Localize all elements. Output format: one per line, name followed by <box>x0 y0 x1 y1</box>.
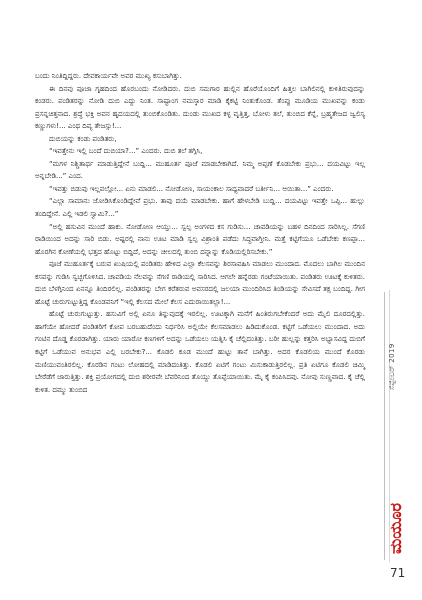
paragraph-7: “ಎಲ್ಲಾ ಸಾಮಾನು ಜೋಡಿಸಿಕೊಂಡಿದ್ದೇವೆ ಪ್ರಭು. ತಾವು ದಯೆ ಮಾಡಬೇಕು. ಹಾಗೆ ಹೇಳಬೇಡಿ ಬುದ್ದಿ... ದಯವಿಟ್ಟು ಇವತ್ತೇ ಒಪ್ಪಿ... ಹುಲ್ಲು ತಂದಿದ್ದೇನೆ. ಎಲ್ಲಿ ಇಡಲಿ ಸ್ವಾಮಿ?...” <box>35 196 365 219</box>
issue-date: ಸೆಪ್ಟೆಂಬರ್ 2019 <box>388 343 396 390</box>
article-text-column <box>35 70 365 396</box>
paragraph-9: ಪೂಜೆ ಮುಹೂರ್ತಕ್ಕೆ ಬರುವ ಖುಷಿಯಲ್ಲಿ ಪಂಡಿತರು ಹೇಳಿದ ಎಲ್ಲಾ ಕೆಲಸವನ್ನು ಶಿರಸಾವಹಿಸಿ ಮಾಡಲು ಮುಂದಾದ. ಮೊದಲು ಬಾಗಿಲ ಮುಂದಿನ ಕಸವನ್ನು ಗುಡಿಸಿ ಸ್ವಚ್ಛಗೊಳಿಸಿದ. ಚಾವಡಿಯ ನೆಲವನ್ನು ಸೆಗಣಿ ರಾಡಿಯಲ್ಲಿ ಸಾರಿಸಿದ. ಆಗಲೇ ಹನ್ನೆರಡು ಗಂಟೆಯಾಯಿತು. ಪಂಡಿತರು ಊಟಕ್ಕೆ ಕುಳಿತರು. ದುಬಿ ಬೆಳಗ್ಗಿನಿಂದ ಏನನ್ನೂ ತಿಂದಿರಲಿಲ್ಲ. ಪಂಡಿತರನ್ನು ಬೇಗ ಕರೆತರುವ ಅವಸರದಲ್ಲಿ ಜಲಯಾ ಮುಂದಿರಿಸಿದ ತಿಂಡಿಯನ್ನು ಸೇವಿಸದೆ ತಕ್ಷ ಬಂದಿದ್ದ. ಗೀಗ ಹೊಟ್ಟೆ ಚುರುಗುಟ್ಟುತ್ತಿದ್ದ ಕೊಂಡವನಿಗೆ “ಇಲ್ಲಿ ಕೆಲಸದ ಮೇಲೆ ಕೆಲಸ ಎದುರಾಯಿತಲ್ಲಾ!... <box>35 259 365 306</box>
paragraph-5: “ಮಗಳ ನಿಶ್ಚಿತಾರ್ಥ ಮಾಡುತ್ತಿದ್ದೇನೆ ಬುದ್ದಿ... ಮುಹೂರ್ತ ಪೂಜೆ ಮಾಡಬೇಕಾಗಿದೆ. ನಿಮ್ಮ ಅಪ್ಪಣೆ ಕೊಡಬೇಕು ಪ್ರಭು... ದಯವಿಟ್ಟು ಇಲ್ಲ ಅನ್ನಬೇಡಿ...” ಎಂದ. <box>35 158 365 181</box>
paragraph-1: ಬಂದು ನಿಂತಿದ್ದಿದ್ದರು. ದೇವಕಾರ್ಯವೇ ಅವರ ಮುಖ್ಯ ಕಸುಬಾಗಿತ್ತು. <box>35 71 182 80</box>
margin-divider <box>384 292 385 560</box>
magazine-logo: ಮಯೂರ <box>386 502 405 554</box>
paragraph-2: ಈ ದಿನವು ಪೂಜಾ ಗೃಹದಿಂದ ಹೊರಬಂದು ನೋಡಿದರು. ದುಬಿ ಸಮಗಾರ ಹುಲ್ಲಿನ ಹೊರೆಯೊಂದಿಗೆ ಹಿತ್ತಲ ಬಾಗಿಲಿನಲ್ಲಿ ಕುಳಿತಿರುವುದನ್ನು ಕಂಡರು. ಪಂಡಿತರನ್ನು ನೋಡಿ ದುಬಿ ಎದ್ದು ನಿಂತ. ಸಾಷ್ಟಾಂಗ ನಮಸ್ಕಾರ ಮಾಡಿ ಕೈಕಟ್ಟಿ ನಿಂತುಕೊಂಡ. ತೆಂಪ್ಪು ಮೂಡಿಯ ಮುಖವನ್ನು ಕಂಡು ಪ್ರಸನ್ನಚಿತ್ತನಾದ. ಶ್ರದ್ಧೆ ಭಕ್ತಿ ಅವನ ಹೃದಯದಲ್ಲಿ ತುಂಬಿಕೊಂಡಿತು. ದುಂಡು ಮುಖದ ಕಳ್ಳ ವೃತ್ತಿತ್ತ, ಬೋಳು ತಲೆ, ತುಂಬಿದ ಕೆನ್ನೆ, ಬ್ರಹ್ಮತೇಜದ ಜ್ವಲಿಸ್ಯ ಕಣ್ಣುಗಳು!... ಎಂಥ ದಿವ್ಯ ತೇಜಸ್ಸು!... <box>35 83 365 131</box>
page-number: 71 <box>390 566 406 580</box>
paragraph-10: ಹೊಟ್ಟೆ ಚುರುಗುಟ್ಟುತ್ತು. ಹಸುವಿಗೆ ಅಲ್ಲಿ ಏನೂ ತಿನ್ನುವುದಕ್ಕೆ ಇರಲಿಲ್ಲ. ಊಟಕ್ಕಾಗಿ ಮನೆಗೆ ಹಿಂತಿರುಗಬೇಕೆಂದರೆ ಅದು ಮೈಲಿ ದೂರದಲ್ಲಿತ್ತು. ಹಾಗೆಯೇ ಹೋದರೆ ಪಂಡಿತರಿಗೆ ಕೋಪ ಬರಬಹುದೆಂದು ನಿರ್ಧರಿಸಿ ಅಲ್ಲಿಯೇ ಕೆಲಸಮಾಡಲು ಹಿಡಿದುಕೊಂಡ. ಕಟ್ಟಿಗೆ ಒಡೆಯಲು ಮುಂದಾದ. ಅದು ಗಂಟಿನ ದೊಡ್ಡ ಕೊರಡಾಗಿತ್ತು. ಯಾರು ಯಾರೋ ಕಣಗಳಿಗೆ ಅದನ್ನು ಒಡೆಯಲು ಯತ್ನಿಸಿ ಕೈ ಚೆಲ್ಲಿದಂತಿತ್ತು. ಬರೀ ಹುಲ್ಲನ್ನು ಕತ್ತರಿಸಿ ಅಭ್ಯಾಸವಿದ್ದ ದುಬಿಗೆ ಕಟ್ಟಿಗೆ ಒಡೆಯುವ ಅನುಭವ ಎಲ್ಲಿ ಬರಬೇಕು?... ಕೊಡಲಿ ಕೂಡ ಮುಂದೆ ಹುಟ್ಟು ತಾನೆ ಬಾಗಿತ್ತು. ಅದರ ಕೊಡಲಿಯ ಮುಂದೆ ಕೊರಡು ಮಣಿಯುವಂತಿರಲಿಲ್ಲ. ಕೊರಡಿನ ಗಂಟು ಲೋಹದಲ್ಲಿ ಮಾಡಿದಂತಿತ್ತು. ಕೊಡಲಿ ಏಟಿಗೆ ಗಂಟು ಮಿಸುಕಾಡುತ್ತಿರಲಿಲ್ಲ. ಪ್ರತಿ ಏಟಿಗೂ ಕೊಡಲಿ ಚಿಮ್ಮಿ ಬೇರೆಡೆಗೆ ಜಾರುತ್ತಿತ್ತು. ಶಕ್ತಿ ಪ್ರಯೋಗದಲ್ಲಿ ದುಬಿ ಶರೀರವೇ ಬೆವರಿನಿಂದ ತೊಯ್ದು ತೊಪ್ಪೆಯಾಯಿತು. ಮೈ ಕೈ ಕಂಪಿಸಿದವು. ನೋವು ಸುಣ್ಣವಾದ. ಕೈ ಚೆಲ್ಲಿ ಕುಳಿತ. ದಮ್ಮು ತುಂಬಿದ <box>35 309 365 394</box>
paragraph-3: ದುಬಿಯನ್ನು ಕಂಡು ಪಂಡಿತರು, <box>49 133 117 143</box>
paragraph-6: “ಇವತ್ತು ಬಿಡುವು ಇಲ್ಲವಲ್ಲೋ... ಏನು ಮಾಡಲಿ... ನೋಡೋಣ, ಸಾಯಂಕಾಲ ಸಾಧ್ಯವಾದರೆ ಬರ್ತೀನಿ... ಆಯಿತಾ...” ಎಂದರು. <box>49 183 334 193</box>
paragraph-4: “ಇವತ್ತೇನು ಇಲ್ಲಿ ಬಂದೆ ದುಬಿಯಾ?...” ಎಂದರು. ದುಬಿ ತಲೆ ತಗ್ಗಿಸಿ, <box>49 146 203 156</box>
paragraph-8: “ಅಲ್ಲಿ ಹಸುವಿನ ಮುಂದೆ ಹಾಕು. ನೋಡೋಣ ಆಯ್ತು... ಸ್ವಲ್ಪ ಅಂಗಳದ ಕಸ ಗುಡಿಸು... ಚಾವಡಿಯನ್ನು ಬಹಳ ದಿನದಿಂದ ಸಾರಿಸಿಲ್ಲ. ಸೆಗಣಿ ರಾಡಿಯಿಂದ ಅದನ್ನು ಸಾರಿ ಬಿಡು. ಅಷ್ಟರಲ್ಲಿ ನಾನು ಊಟ ಮಾಡಿ ಸ್ವಲ್ಪ ವಿಶ್ರಾಂತಿ ಪಡೆದು ಸಿದ್ಧವಾಗ್ತೀನಿ. ಮತ್ತೆ ಕಟ್ಟಿಗೆಯೂ ಒಡೆಬೇಕು ಕಣಪ್ಪಾ... ಹೊರಗಿನ ಕೋಣೆಯಲ್ಲಿ ಭತ್ತದ ಹೊಟ್ಟು ಬಿದ್ದಿದೆ, ಅದನ್ನು ಚೀಲದಲ್ಲಿ ತುಂಬಿ ದನ್ನಾನ್ನು ಕೊಡಿಯಲ್ಲಿರಿಸಬೇಕು.” <box>35 221 365 256</box>
